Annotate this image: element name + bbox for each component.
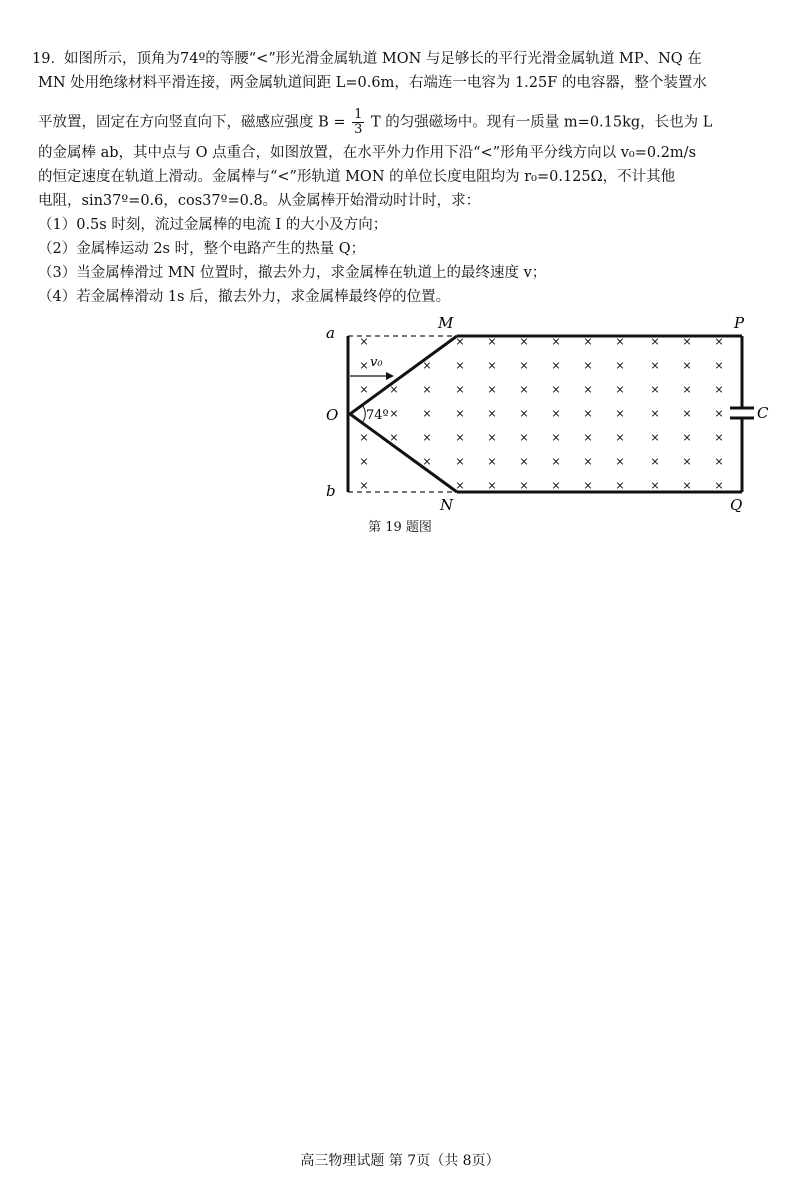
field-cross: × xyxy=(455,335,465,348)
question-line-3-part-2: T 的匀强磁场中。现有一质量 m=0.15kg，长也为 L xyxy=(371,114,713,131)
field-cross: × xyxy=(615,479,625,492)
field-cross: × xyxy=(422,359,432,372)
field-cross: × xyxy=(551,359,561,372)
angle-arc xyxy=(362,405,365,423)
field-cross: × xyxy=(714,383,724,396)
label-v0: v₀ xyxy=(370,355,383,370)
field-cross: × xyxy=(682,383,692,396)
field-cross: × xyxy=(714,335,724,348)
question-line-5: 的恒定速度在轨道上滑动。金属棒与“<”形轨道 MON 的单位长度电阻均为 r₀=0.125Ω，不计其他 xyxy=(38,169,676,185)
question-line-6: 电阻，sin37º=0.6，cos37º=0.8。从金属棒开始滑动时计时，求： xyxy=(38,193,481,209)
label-n: N xyxy=(440,496,454,512)
field-cross: × xyxy=(455,479,465,492)
field-cross: × xyxy=(650,335,660,348)
field-cross: × xyxy=(682,455,692,468)
field-cross: × xyxy=(359,431,369,444)
field-cross: × xyxy=(487,479,497,492)
field-cross: × xyxy=(583,383,593,396)
field-cross: × xyxy=(682,479,692,492)
subquestion-4: （4）若金属棒滑动 1s 后，撤去外力，求金属棒最终停的位置。 xyxy=(38,289,451,305)
field-cross: × xyxy=(650,479,660,492)
field-cross: × xyxy=(487,455,497,468)
field-cross: × xyxy=(583,407,593,420)
question-line-3 xyxy=(38,108,712,137)
label-angle: 74º xyxy=(366,408,389,423)
figure-19 xyxy=(320,312,780,516)
field-cross: × xyxy=(455,431,465,444)
field-cross: × xyxy=(682,359,692,372)
field-cross: × xyxy=(359,359,369,372)
field-cross: × xyxy=(551,431,561,444)
field-cross: × xyxy=(487,407,497,420)
field-cross: × xyxy=(422,407,432,420)
field-cross: × xyxy=(615,407,625,420)
field-cross: × xyxy=(487,383,497,396)
field-cross: × xyxy=(455,407,465,420)
field-cross: × xyxy=(583,455,593,468)
field-cross: × xyxy=(615,431,625,444)
field-cross: × xyxy=(519,407,529,420)
field-cross: × xyxy=(650,383,660,396)
field-cross: × xyxy=(583,359,593,372)
field-cross: × xyxy=(682,335,692,348)
field-cross: × xyxy=(583,335,593,348)
field-cross: × xyxy=(650,455,660,468)
field-cross: × xyxy=(650,431,660,444)
field-cross: × xyxy=(714,431,724,444)
label-c: C xyxy=(757,404,769,422)
field-cross: × xyxy=(615,383,625,396)
subquestion-2: （2）金属棒运动 2s 时，整个电路产生的热量 Q； xyxy=(38,241,366,257)
field-cross: × xyxy=(519,479,529,492)
field-cross: × xyxy=(551,407,561,420)
field-cross: × xyxy=(583,431,593,444)
field-cross: × xyxy=(389,431,399,444)
subquestion-3: （3）当金属棒滑过 MN 位置时，撤去外力，求金属棒在轨道上的最终速度 v； xyxy=(38,265,547,281)
field-cross: × xyxy=(714,407,724,420)
field-cross: × xyxy=(682,407,692,420)
field-cross: × xyxy=(519,431,529,444)
rail-diagram xyxy=(320,312,780,512)
field-cross: × xyxy=(615,359,625,372)
label-b: b xyxy=(326,482,336,500)
magnetic-field-crosses xyxy=(359,335,723,492)
question-line-2: MN 处用绝缘材料平滑连接，两金属轨道间距 L=0.6m，右端连一电容为 1.25F 的电容器，整个装置水 xyxy=(38,75,707,91)
field-cross: × xyxy=(422,383,432,396)
field-cross: × xyxy=(487,431,497,444)
field-cross: × xyxy=(519,359,529,372)
field-cross: × xyxy=(682,431,692,444)
magnetic-field-fraction xyxy=(352,108,364,137)
label-a: a xyxy=(326,324,335,342)
field-cross: × xyxy=(714,455,724,468)
question-line-4: 的金属棒 ab，其中点与 O 点重合，如图放置，在水平外力作用下沿“<”形角平分线方向以 v₀=0.2m/s xyxy=(38,145,697,161)
field-cross: × xyxy=(455,383,465,396)
field-cross: × xyxy=(519,335,529,348)
subquestion-1: （1）0.5s 时刻，流过金属棒的电流 I 的大小及方向； xyxy=(38,217,388,233)
field-cross: × xyxy=(583,479,593,492)
field-cross: × xyxy=(389,383,399,396)
label-p: P xyxy=(734,314,745,332)
fraction-numerator: 1 xyxy=(354,107,363,122)
field-cross: × xyxy=(455,455,465,468)
fraction-denominator: 3 xyxy=(354,122,363,137)
field-cross: × xyxy=(519,455,529,468)
page-footer: 高三物理试题 第 7页（共 8页） xyxy=(300,1153,500,1169)
field-cross: × xyxy=(551,455,561,468)
question-number: 19． xyxy=(32,51,65,67)
field-cross: × xyxy=(359,455,369,468)
label-q: Q xyxy=(730,496,743,512)
field-cross: × xyxy=(359,335,369,348)
figure-caption: 第 19 题图 xyxy=(368,520,432,535)
field-cross: × xyxy=(615,335,625,348)
field-cross: × xyxy=(359,383,369,396)
field-cross: × xyxy=(487,335,497,348)
question-line-1: 如图所示，顶角为74º的等腰“<”形光滑金属轨道 MON 与足够长的平行光滑金属轨道 MP、NQ 在 xyxy=(64,51,702,67)
field-cross: × xyxy=(615,455,625,468)
field-cross: × xyxy=(551,479,561,492)
field-cross: × xyxy=(422,431,432,444)
field-cross: × xyxy=(714,479,724,492)
field-cross: × xyxy=(422,455,432,468)
field-cross: × xyxy=(519,383,529,396)
field-cross: × xyxy=(551,335,561,348)
field-cross: × xyxy=(551,383,561,396)
question-line-3-part-1: 平放置，固定在方向竖直向下，磁感应强度 B = xyxy=(38,114,346,131)
field-cross: × xyxy=(487,359,497,372)
field-cross: × xyxy=(359,479,369,492)
field-cross: × xyxy=(455,359,465,372)
velocity-arrow-head xyxy=(386,372,394,380)
label-o: O xyxy=(326,406,339,424)
field-cross: × xyxy=(714,359,724,372)
field-cross: × xyxy=(650,407,660,420)
label-m: M xyxy=(438,314,454,332)
field-cross: × xyxy=(650,359,660,372)
field-cross: × xyxy=(389,407,399,420)
